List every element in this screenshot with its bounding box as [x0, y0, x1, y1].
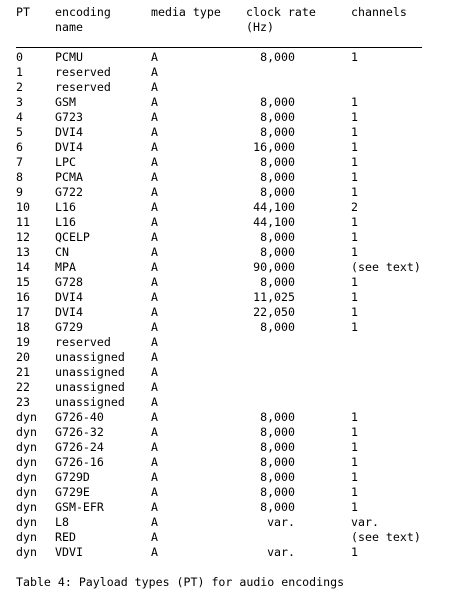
cell-media-type: A	[151, 380, 158, 394]
cell-encoding: L8	[55, 515, 69, 529]
cell-clock-rate: 90,000	[253, 260, 295, 274]
cell-media-type: A	[151, 155, 158, 169]
header-clock-unit: (Hz)	[246, 20, 274, 34]
cell-encoding: G726-24	[55, 440, 104, 454]
cell-encoding: G729D	[55, 470, 90, 484]
cell-media-type: A	[151, 365, 158, 379]
cell-media-type: A	[151, 545, 158, 559]
cell-channels: 1	[351, 215, 358, 229]
cell-pt: 11	[16, 215, 30, 229]
cell-clock-rate: 8,000	[260, 320, 295, 334]
cell-clock-rate: 8,000	[260, 440, 295, 454]
cell-media-type: A	[151, 500, 158, 514]
cell-pt: dyn	[16, 470, 37, 484]
cell-encoding: G722	[55, 185, 83, 199]
cell-encoding: G726-16	[55, 455, 104, 469]
cell-encoding: reserved	[55, 335, 111, 349]
cell-pt: 6	[16, 140, 23, 154]
cell-media-type: A	[151, 110, 158, 124]
cell-channels: 1	[351, 245, 358, 259]
cell-channels: (see text)	[351, 530, 421, 544]
cell-clock-rate: 8,000	[260, 110, 295, 124]
cell-channels: 1	[351, 230, 358, 244]
cell-pt: dyn	[16, 425, 37, 439]
cell-channels: 1	[351, 185, 358, 199]
cell-media-type: A	[151, 125, 158, 139]
table-caption: Table 4: Payload types (PT) for audio encodings	[16, 575, 345, 589]
cell-clock-rate: 44,100	[253, 200, 295, 214]
cell-media-type: A	[151, 410, 158, 424]
cell-encoding: DVI4	[55, 140, 83, 154]
cell-encoding: DVI4	[55, 305, 83, 319]
cell-encoding: G726-40	[55, 410, 104, 424]
cell-pt: 10	[16, 200, 30, 214]
cell-channels: 1	[351, 485, 358, 499]
cell-channels: 1	[351, 305, 358, 319]
table-row	[0, 395, 450, 410]
table-row	[0, 425, 450, 440]
table-row	[0, 95, 450, 110]
cell-encoding: DVI4	[55, 125, 83, 139]
cell-encoding: PCMU	[55, 50, 83, 64]
cell-channels: (see text)	[351, 260, 421, 274]
cell-media-type: A	[151, 170, 158, 184]
cell-media-type: A	[151, 320, 158, 334]
header-encoding: encoding	[55, 5, 111, 19]
header-pt: PT	[16, 5, 30, 19]
cell-encoding: G723	[55, 110, 83, 124]
cell-clock-rate: 8,000	[260, 425, 295, 439]
cell-pt: dyn	[16, 515, 37, 529]
cell-pt: 7	[16, 155, 23, 169]
cell-encoding: unassigned	[55, 380, 125, 394]
cell-encoding: G729	[55, 320, 83, 334]
cell-media-type: A	[151, 260, 158, 274]
cell-encoding: GSM	[55, 95, 76, 109]
cell-clock-rate: 8,000	[260, 275, 295, 289]
cell-encoding: G728	[55, 275, 83, 289]
cell-channels: 2	[351, 200, 358, 214]
table-row	[0, 50, 450, 65]
cell-clock-rate: 8,000	[260, 230, 295, 244]
cell-encoding: RED	[55, 530, 76, 544]
header-media-type: media type	[151, 5, 221, 19]
cell-channels: 1	[351, 320, 358, 334]
cell-channels: 1	[351, 110, 358, 124]
cell-clock-rate: 8,000	[260, 185, 295, 199]
cell-pt: 8	[16, 170, 23, 184]
table-row	[0, 110, 450, 125]
table-row	[0, 80, 450, 95]
header-row-1	[0, 5, 450, 20]
table-row	[0, 230, 450, 245]
table-row	[0, 455, 450, 470]
table-row	[0, 305, 450, 320]
cell-pt: dyn	[16, 410, 37, 424]
cell-pt: dyn	[16, 485, 37, 499]
cell-media-type: A	[151, 470, 158, 484]
cell-channels: 1	[351, 455, 358, 469]
cell-pt: 9	[16, 185, 23, 199]
cell-media-type: A	[151, 305, 158, 319]
cell-clock-rate: var.	[267, 545, 295, 559]
cell-clock-rate: 11,025	[253, 290, 295, 304]
cell-encoding: L16	[55, 215, 76, 229]
table-row	[0, 290, 450, 305]
cell-channels: 1	[351, 95, 358, 109]
cell-channels: 1	[351, 155, 358, 169]
cell-clock-rate: 8,000	[260, 455, 295, 469]
cell-clock-rate: 16,000	[253, 140, 295, 154]
table-row	[0, 500, 450, 515]
cell-media-type: A	[151, 515, 158, 529]
cell-encoding: LPC	[55, 155, 76, 169]
cell-channels: 1	[351, 125, 358, 139]
cell-encoding: unassigned	[55, 365, 125, 379]
cell-clock-rate: 8,000	[260, 50, 295, 64]
cell-media-type: A	[151, 65, 158, 79]
cell-media-type: A	[151, 80, 158, 94]
cell-pt: dyn	[16, 455, 37, 469]
cell-media-type: A	[151, 440, 158, 454]
table-row	[0, 245, 450, 260]
cell-pt: 1	[16, 65, 23, 79]
header-row-2	[0, 20, 450, 35]
cell-media-type: A	[151, 335, 158, 349]
cell-media-type: A	[151, 275, 158, 289]
cell-channels: 1	[351, 290, 358, 304]
cell-clock-rate: 8,000	[260, 155, 295, 169]
cell-clock-rate: 8,000	[260, 485, 295, 499]
cell-clock-rate: var.	[267, 515, 295, 529]
table-row	[0, 410, 450, 425]
cell-clock-rate: 8,000	[260, 470, 295, 484]
table-row	[0, 365, 450, 380]
cell-media-type: A	[151, 485, 158, 499]
cell-channels: 1	[351, 140, 358, 154]
cell-channels: 1	[351, 50, 358, 64]
cell-encoding: GSM-EFR	[55, 500, 104, 514]
cell-encoding: CN	[55, 245, 69, 259]
cell-channels: 1	[351, 470, 358, 484]
cell-encoding: G726-32	[55, 425, 104, 439]
cell-pt: dyn	[16, 530, 37, 544]
cell-encoding: MPA	[55, 260, 76, 274]
cell-media-type: A	[151, 395, 158, 409]
cell-pt: 23	[16, 395, 30, 409]
cell-clock-rate: 8,000	[260, 410, 295, 424]
table-row	[0, 125, 450, 140]
cell-encoding: reserved	[55, 65, 111, 79]
cell-channels: 1	[351, 275, 358, 289]
cell-encoding: unassigned	[55, 350, 125, 364]
cell-pt: 14	[16, 260, 30, 274]
table-row	[0, 515, 450, 530]
header-divider	[16, 47, 422, 48]
cell-encoding: DVI4	[55, 290, 83, 304]
cell-media-type: A	[151, 140, 158, 154]
table-row	[0, 155, 450, 170]
table-row	[0, 440, 450, 455]
cell-pt: dyn	[16, 440, 37, 454]
cell-encoding: VDVI	[55, 545, 83, 559]
cell-pt: 22	[16, 380, 30, 394]
cell-pt: 3	[16, 95, 23, 109]
cell-pt: dyn	[16, 500, 37, 514]
cell-pt: 19	[16, 335, 30, 349]
cell-clock-rate: 8,000	[260, 125, 295, 139]
table-row	[0, 215, 450, 230]
cell-clock-rate: 8,000	[260, 170, 295, 184]
cell-clock-rate: 22,050	[253, 305, 295, 319]
cell-channels: 1	[351, 500, 358, 514]
cell-pt: 5	[16, 125, 23, 139]
table-row	[0, 545, 450, 560]
cell-media-type: A	[151, 350, 158, 364]
table-row	[0, 170, 450, 185]
cell-encoding: reserved	[55, 80, 111, 94]
cell-encoding: PCMA	[55, 170, 83, 184]
cell-pt: 0	[16, 50, 23, 64]
cell-media-type: A	[151, 50, 158, 64]
table-row	[0, 185, 450, 200]
cell-channels: 1	[351, 170, 358, 184]
cell-encoding: L16	[55, 200, 76, 214]
table-body	[0, 50, 450, 560]
table-row	[0, 335, 450, 350]
cell-media-type: A	[151, 215, 158, 229]
cell-media-type: A	[151, 245, 158, 259]
table-row	[0, 470, 450, 485]
cell-pt: 4	[16, 110, 23, 124]
table-row	[0, 200, 450, 215]
table-row	[0, 530, 450, 545]
cell-clock-rate: 8,000	[260, 95, 295, 109]
cell-pt: 20	[16, 350, 30, 364]
cell-channels: var.	[351, 515, 379, 529]
cell-media-type: A	[151, 455, 158, 469]
cell-encoding: G729E	[55, 485, 90, 499]
table-row	[0, 65, 450, 80]
cell-pt: dyn	[16, 545, 37, 559]
cell-clock-rate: 44,100	[253, 215, 295, 229]
cell-pt: 13	[16, 245, 30, 259]
header-channels: channels	[351, 5, 407, 19]
table-row	[0, 350, 450, 365]
cell-pt: 17	[16, 305, 30, 319]
header-clock-rate: clock rate	[246, 5, 316, 19]
cell-clock-rate: 8,000	[260, 245, 295, 259]
cell-media-type: A	[151, 185, 158, 199]
cell-pt: 16	[16, 290, 30, 304]
table-row	[0, 485, 450, 500]
cell-pt: 15	[16, 275, 30, 289]
cell-pt: 12	[16, 230, 30, 244]
cell-channels: 1	[351, 440, 358, 454]
cell-channels: 1	[351, 410, 358, 424]
cell-media-type: A	[151, 95, 158, 109]
cell-channels: 1	[351, 425, 358, 439]
table-row	[0, 140, 450, 155]
table-row	[0, 320, 450, 335]
table-row	[0, 275, 450, 290]
table-row	[0, 260, 450, 275]
cell-channels: 1	[351, 545, 358, 559]
table-row	[0, 380, 450, 395]
cell-media-type: A	[151, 530, 158, 544]
header-encoding-name: name	[55, 20, 83, 34]
cell-media-type: A	[151, 425, 158, 439]
cell-media-type: A	[151, 290, 158, 304]
cell-pt: 21	[16, 365, 30, 379]
cell-media-type: A	[151, 200, 158, 214]
cell-pt: 18	[16, 320, 30, 334]
cell-clock-rate: 8,000	[260, 500, 295, 514]
cell-encoding: QCELP	[55, 230, 90, 244]
cell-media-type: A	[151, 230, 158, 244]
cell-encoding: unassigned	[55, 395, 125, 409]
cell-pt: 2	[16, 80, 23, 94]
